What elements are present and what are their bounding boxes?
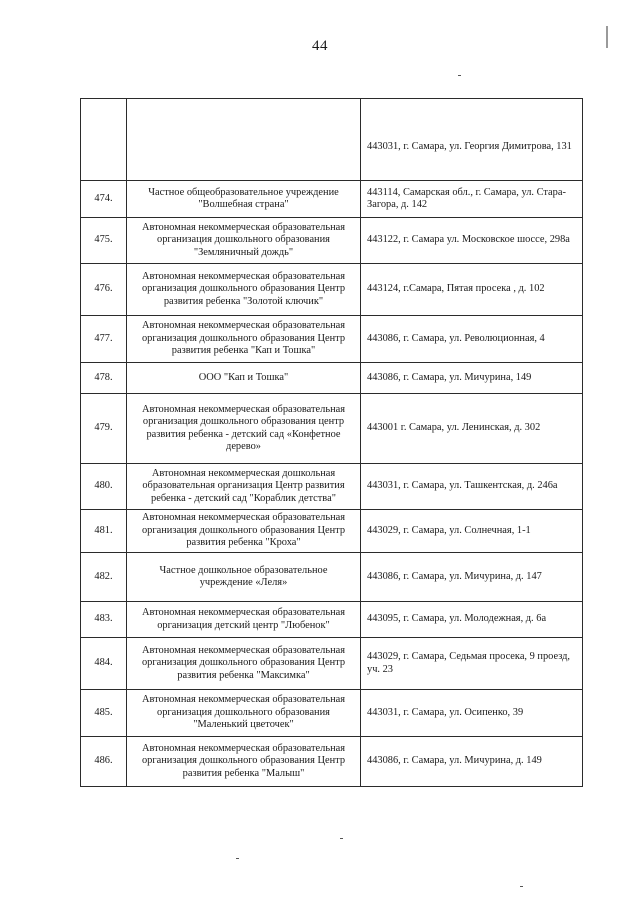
organization-name: Автономная некоммерческая образовательная организация дошкольного образования Центр развития ребенка "Кроха"	[127, 510, 361, 553]
organization-address: 443029, г. Самара, Седьмая просека, 9 проезд, уч. 23	[361, 638, 583, 690]
table-row	[81, 394, 583, 464]
table-row	[81, 99, 583, 181]
table-row	[81, 602, 583, 638]
table-row	[81, 181, 583, 218]
row-number: 479.	[81, 394, 127, 464]
organization-address: 443086, г. Самара, ул. Мичурина, д. 147	[361, 553, 583, 602]
organization-name	[127, 99, 361, 181]
organization-address: 443086, г. Самара, ул. Мичурина, 149	[361, 363, 583, 394]
row-number: 480.	[81, 464, 127, 510]
row-number: 486.	[81, 737, 127, 787]
row-number: 483.	[81, 602, 127, 638]
organization-name: Автономная некоммерческая образовательная организация дошкольного образования "Маленький цветочек"	[127, 690, 361, 737]
organization-name: Автономная некоммерческая образовательная организация дошкольного образования Центр развития ребенка "Золотой ключик"	[127, 264, 361, 316]
organization-address: 443086, г. Самара, ул. Мичурина, д. 149	[361, 737, 583, 787]
organization-address: 443001 г. Самара, ул. Ленинская, д. 302	[361, 394, 583, 464]
organization-address: 443031, г. Самара, ул. Осипенко, 39	[361, 690, 583, 737]
table-row	[81, 316, 583, 363]
table-row	[81, 363, 583, 394]
scan-speck	[520, 886, 523, 887]
row-number: 478.	[81, 363, 127, 394]
scan-speck	[340, 838, 343, 839]
scan-speck	[458, 75, 461, 76]
organization-address: 443114, Самарская обл., г. Самара, ул. Стара-Загора, д. 142	[361, 181, 583, 218]
row-number: 477.	[81, 316, 127, 363]
scan-speck	[606, 26, 608, 48]
organization-address: 443031, г. Самара, ул. Георгия Димитрова, 131	[361, 99, 583, 181]
row-number: 475.	[81, 218, 127, 264]
row-number: 481.	[81, 510, 127, 553]
organization-address: 443124, г.Самара, Пятая просека , д. 102	[361, 264, 583, 316]
table-row	[81, 737, 583, 787]
scan-speck	[236, 858, 239, 859]
table-row	[81, 464, 583, 510]
row-number: 484.	[81, 638, 127, 690]
organization-name: Автономная некоммерческая образовательная организация дошкольного образования "Земляничный дождь"	[127, 218, 361, 264]
organization-name: Автономная некоммерческая образовательная организация дошкольного образования Центр развития ребенка "Максимка"	[127, 638, 361, 690]
organization-name: Частное общеобразовательное учреждение "Волшебная страна"	[127, 181, 361, 218]
table-row	[81, 264, 583, 316]
row-number: 476.	[81, 264, 127, 316]
table-row	[81, 690, 583, 737]
organization-name: Автономная некоммерческая образовательная организация дошкольного образования центр развития ребенка - детский сад «Конфетное дерево»	[127, 394, 361, 464]
organization-address: 443031, г. Самара, ул. Ташкентская, д. 246а	[361, 464, 583, 510]
organization-name: Автономная некоммерческая образовательная организация детский центр "Любенок"	[127, 602, 361, 638]
row-number: 482.	[81, 553, 127, 602]
table-row	[81, 638, 583, 690]
table-row	[81, 218, 583, 264]
organization-address: 443122, г. Самара ул. Московское шоссе, 298а	[361, 218, 583, 264]
table-row	[81, 553, 583, 602]
organizations-table	[80, 98, 583, 787]
row-number	[81, 99, 127, 181]
organization-name: Автономная некоммерческая образовательная организация дошкольного образования Центр развития ребенка "Кап и Тошка"	[127, 316, 361, 363]
page-number: 44	[312, 38, 328, 54]
row-number: 474.	[81, 181, 127, 218]
organization-name: Автономная некоммерческая образовательная организация дошкольного образования Центр развития ребенка "Малыш"	[127, 737, 361, 787]
organization-name: Автономная некоммерческая дошкольная образовательная организация Центр развития ребенка - детский сад "Кораблик детства"	[127, 464, 361, 510]
organization-name: Частное дошкольное образовательное учреждение «Леля»	[127, 553, 361, 602]
organization-name: ООО "Кап и Тошка"	[127, 363, 361, 394]
organization-address: 443029, г. Самара, ул. Солнечная, 1-1	[361, 510, 583, 553]
organization-address: 443095, г. Самара, ул. Молодежная, д. 6а	[361, 602, 583, 638]
table-row	[81, 510, 583, 553]
organization-address: 443086, г. Самара, ул. Революционная, 4	[361, 316, 583, 363]
row-number: 485.	[81, 690, 127, 737]
